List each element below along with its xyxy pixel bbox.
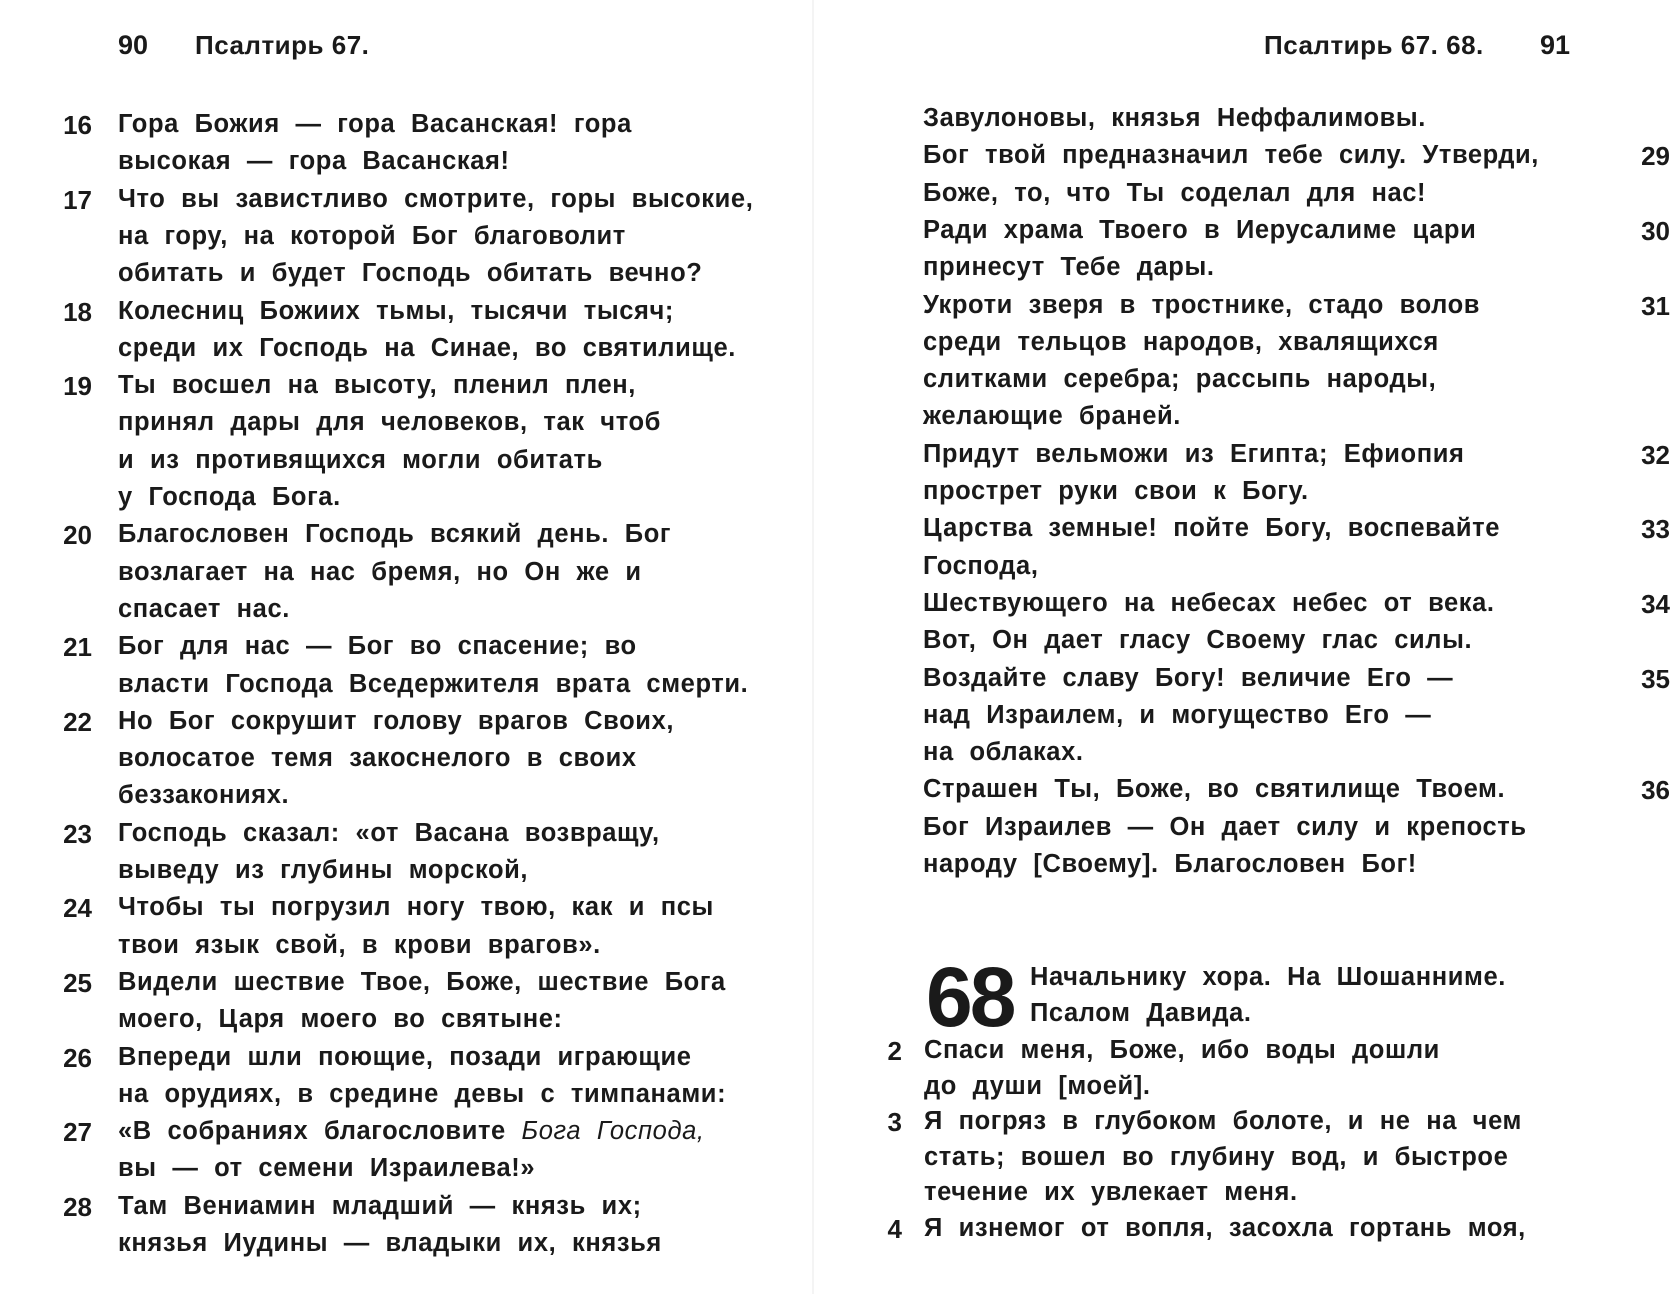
verse-number: 33 — [1641, 514, 1670, 545]
verse-line: Царства земные! пойте Богу, воспевайте — [923, 514, 1500, 543]
verse-number: 16 — [63, 110, 92, 140]
verse-line: и из противящихся могли обитать — [118, 445, 603, 474]
verse-line: Я погряз в глубоком болоте, и не на чем — [924, 1107, 1522, 1135]
verse-number: 17 — [63, 184, 92, 215]
verse-line: моего, Царя моего во святыне: — [118, 1005, 563, 1034]
verse-line: Воздайте славу Богу! величие Его — — [923, 663, 1454, 692]
verse-number: 21 — [63, 632, 92, 663]
verse-line: Бог для нас — Бог во спасение; во — [118, 632, 637, 661]
verse-line: Благословен Господь всякий день. Бог — [118, 520, 672, 549]
verse-number: 4 — [887, 1213, 902, 1244]
psalm-title: Начальнику хора. На Шошанниме. — [1030, 963, 1506, 991]
verse-number: 2 — [887, 1036, 902, 1066]
verse-number: 34 — [1641, 588, 1670, 619]
verse-line: Бог Израилев — Он дает силу и крепость — [923, 812, 1527, 841]
verse-number: 20 — [63, 520, 92, 551]
psalm-title: Псалом Давида. — [1030, 999, 1252, 1027]
verse-line: Колесниц Божиих тьмы, тысячи тысяч; — [118, 296, 674, 325]
verse-line: Бог твой предназначил тебе силу. Утверди, — [923, 141, 1539, 170]
verse-number: 22 — [63, 706, 92, 737]
verse-line: Страшен Ты, Боже, во святилище Твоем. — [923, 775, 1506, 804]
right-page — [814, 0, 1670, 1294]
verse-line: твои язык свой, в крови врагов». — [118, 930, 601, 959]
verse-number: 30 — [1641, 215, 1670, 246]
verse-line: Гора Божия — гора Васанская! гора — [118, 110, 632, 138]
verse-line: выведу из глубины морской, — [118, 856, 529, 884]
verse-number: 25 — [63, 967, 92, 998]
verse-line: спасает нас. — [118, 594, 290, 623]
verse-line: Впереди шли поющие, позади играющие — [118, 1042, 692, 1071]
left-page — [0, 0, 814, 1294]
verse-line: Что вы завистливо смотрите, горы высокие, — [118, 184, 754, 213]
verse-line: принял дары для человеков, так чтоб — [118, 408, 661, 437]
verse-line: среди их Господь на Синае, во святилище. — [118, 333, 736, 362]
verse-number: 29 — [1641, 141, 1670, 172]
verse-line: Спаси меня, Боже, ибо воды дошли — [924, 1036, 1440, 1064]
verse-line: возлагает на нас бремя, но Он же и — [118, 557, 642, 586]
verse-number: 28 — [63, 1191, 92, 1222]
verse-number: 35 — [1641, 663, 1670, 694]
verse-line: обитать и будет Господь обитать вечно? — [118, 259, 703, 288]
verse-line: Видели шествие Твое, Боже, шествие Бога — [118, 967, 726, 996]
verse-number: 3 — [887, 1107, 902, 1137]
verse-number: 23 — [63, 818, 92, 849]
verse-line: прострет руки свои к Богу. — [923, 477, 1309, 505]
verse-line: Вот, Он дает гласу Своему глас силы. — [923, 626, 1473, 655]
verse-line: князья Иудины — владыки их, князья — [118, 1229, 662, 1257]
verse-line: Шествующего на небесах небес от века. — [923, 588, 1495, 617]
verse-number: 31 — [1641, 290, 1670, 321]
verse-line: на гору, на которой Бог благоволит — [118, 221, 626, 250]
verse-line: стать; вошел во глубину вод, и быстрое — [924, 1142, 1509, 1171]
page-number: 90 — [118, 30, 149, 60]
running-head: Псалтирь 67. 68. — [1264, 30, 1484, 60]
verse-line: вы — от семени Израилева!» — [118, 1154, 536, 1183]
verse-line: у Господа Бога. — [118, 483, 341, 511]
running-head: Псалтирь 67. — [195, 30, 370, 60]
verse-line: Боже, то, что Ты соделал для нас! — [923, 178, 1427, 207]
verse-number: 32 — [1641, 439, 1670, 470]
verse-number: 18 — [63, 296, 92, 327]
page-number: 91 — [1540, 30, 1571, 60]
verse-number: 27 — [63, 1117, 92, 1148]
text-segment: «В собраниях благословите — [118, 1117, 522, 1146]
verse-line: на облаках. — [923, 738, 1084, 767]
verse-line: народу [Своему]. Благословен Бог! — [923, 850, 1417, 878]
verse-line: до души [моей]. — [924, 1071, 1151, 1100]
verse-line: высокая — гора Васанская! — [118, 147, 510, 176]
verse-line — [118, 1117, 705, 1146]
verse-line: власти Господа Вседержителя врата смерти. — [118, 669, 749, 698]
verse-line: беззакониях. — [118, 781, 290, 810]
verse-line: течение их увлекает меня. — [924, 1178, 1298, 1206]
verse-number: 26 — [63, 1042, 92, 1073]
verse-line: на орудиях, в средине девы с тимпанами: — [118, 1079, 727, 1108]
verse-line: Придут вельможи из Египта; Ефиопия — [923, 439, 1465, 468]
verse-line: Чтобы ты погрузил ногу твою, как и псы — [118, 893, 714, 922]
verse-line: желающие браней. — [923, 402, 1181, 431]
verse-line: Ты восшел на высоту, пленил плен, — [118, 371, 636, 400]
verse-number: 24 — [63, 893, 92, 924]
verse-number: 36 — [1641, 775, 1670, 806]
verse-line: Но Бог сокрушит голову врагов Своих, — [118, 706, 675, 735]
verse-line: принесут Тебе дары. — [923, 253, 1215, 282]
verse-line: волосатое темя закоснелого в своих — [118, 744, 637, 773]
verse-line: Господа, — [923, 551, 1039, 580]
verse-line: Я изнемог от вопля, засохла гортань моя, — [924, 1213, 1526, 1242]
verse-line: слитками серебра; рассыпь народы, — [923, 365, 1437, 394]
verse-number: 19 — [63, 371, 92, 402]
verse-continuation: Завулоновы, князья Неффалимовы. — [923, 104, 1426, 132]
italic-text: Бога Господа, — [521, 1117, 705, 1146]
verse-line: Там Вениамин младший — князь их; — [118, 1191, 642, 1220]
verse-line: над Израилем, и могущество Его — — [923, 700, 1432, 729]
verse-line: Ради храма Твоего в Иерусалиме цари — [923, 215, 1477, 244]
psalm-number: 68 — [926, 950, 1014, 1044]
verse-line: Господь сказал: «от Васана возвращу, — [118, 818, 660, 847]
verse-line: среди тельцов народов, хвалящихся — [923, 327, 1439, 356]
verse-line: Укроти зверя в тростнике, стадо волов — [923, 290, 1481, 319]
